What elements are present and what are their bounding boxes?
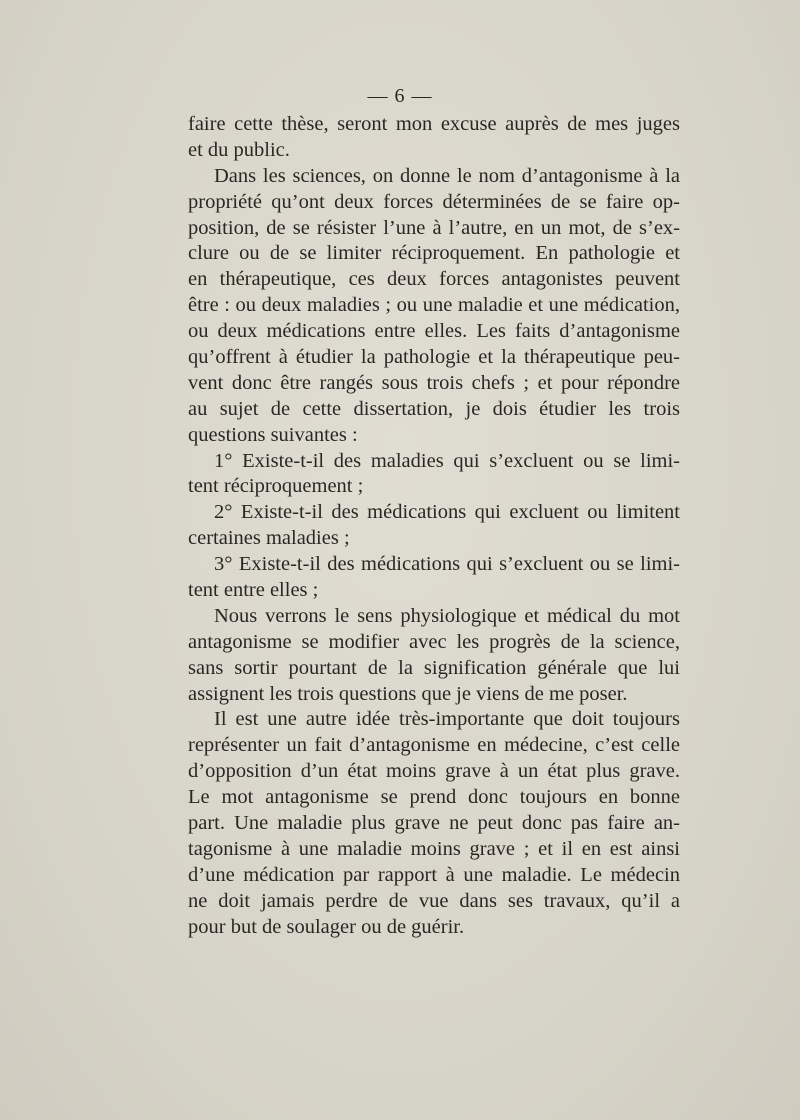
text-line: sans sortir pourtant de la signification générale que lui — [188, 656, 680, 679]
text-line: Il est une autre idée très-importante que doit toujours — [214, 708, 680, 731]
text-line: tent entre elles ; — [188, 579, 319, 602]
text-line: vent donc être rangés sous trois chefs ; et pour répondre — [188, 371, 680, 394]
text-line: être : ou deux maladies ; ou une maladie et une médication, — [188, 294, 680, 317]
text-line: clure ou de se limiter réciproquement. En pathologie et — [188, 242, 680, 265]
text-line: tagonisme à une maladie moins grave ; et il en est ainsi — [188, 837, 680, 860]
text-line: Nous verrons le sens physiologique et médical du mot — [214, 604, 680, 627]
body-text — [188, 112, 680, 941]
text-line: position, de se résister l’une à l’autre, en un mot, de s’ex- — [188, 216, 680, 239]
text-line: Dans les sciences, on donne le nom d’antagonisme à la — [214, 164, 680, 187]
text-line: part. Une maladie plus grave ne peut donc pas faire an- — [188, 812, 680, 835]
text-line: représenter un fait d’antagonisme en médecine, c’est celle — [188, 734, 680, 757]
text-line: ou deux médications entre elles. Les faits d’antagonisme — [188, 320, 680, 343]
text-line: au sujet de cette dissertation, je dois étudier les trois — [188, 397, 680, 420]
text-line: 2° Existe-t-il des médications qui excluent ou limitent — [214, 501, 680, 524]
text-line: faire cette thèse, seront mon excuse auprès de mes juges — [188, 113, 680, 135]
text-line: tent réciproquement ; — [188, 475, 364, 498]
text-line: ne doit jamais perdre de vue dans ses travaux, qu’il a — [188, 889, 680, 912]
text-line: assignent les trois questions que je viens de me poser. — [188, 682, 628, 705]
text-line: qu’offrent à étudier la pathologie et la thérapeutique peu- — [188, 346, 680, 369]
text-line: pour but de soulager ou de guérir. — [188, 915, 465, 938]
text-line: 3° Existe-t-il des médications qui s’excluent ou se limi- — [214, 553, 680, 576]
text-line: d’opposition d’un état moins grave à un état plus grave. — [188, 760, 680, 783]
text-line: antagonisme se modifier avec les progrès de la science, — [188, 630, 680, 653]
text-line: en thérapeutique, ces deux forces antagonistes peuvent — [188, 268, 680, 291]
page-number: — 6 — — [367, 85, 433, 107]
text-line: d’une médication par rapport à une maladie. Le médecin — [188, 863, 680, 886]
text-line: et du public. — [188, 138, 290, 161]
text-line: Le mot antagonisme se prend donc toujours en bonne — [188, 786, 680, 809]
text-line: 1° Existe-t-il des maladies qui s’excluent ou se limi- — [214, 449, 680, 472]
text-line: propriété qu’ont deux forces déterminées de se faire op- — [188, 190, 680, 213]
text-line: questions suivantes : — [188, 423, 358, 446]
text-line: certaines maladies ; — [188, 527, 350, 550]
